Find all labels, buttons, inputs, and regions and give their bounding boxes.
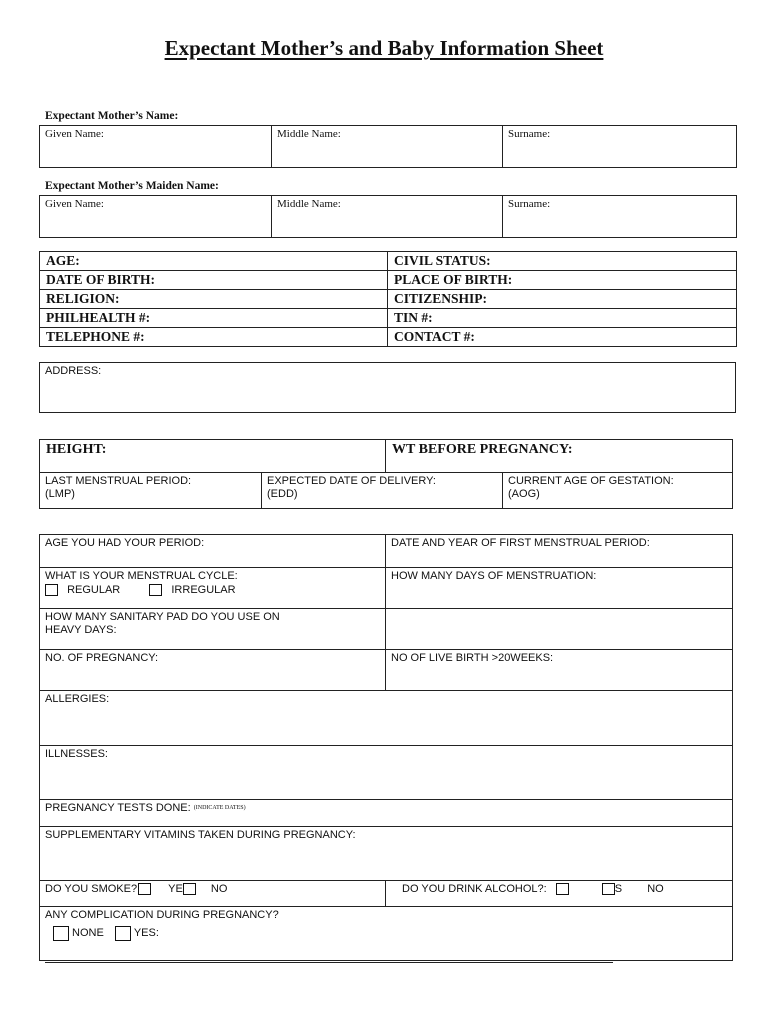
philhealth-label: PHILHEALTH #: bbox=[46, 310, 151, 325]
mother-name-table bbox=[39, 125, 737, 168]
address-table bbox=[39, 362, 736, 413]
contact-field[interactable] bbox=[388, 328, 737, 347]
no-pregnancy-label: NO. OF PREGNANCY: bbox=[45, 652, 159, 664]
civil-status-label: CIVIL STATUS: bbox=[394, 253, 491, 268]
aog-label: CURRENT AGE OF GESTATION: bbox=[508, 475, 674, 487]
smoke-no-checkbox[interactable] bbox=[183, 883, 196, 895]
religion-label: RELIGION: bbox=[46, 291, 120, 306]
alcohol-no-checkbox[interactable] bbox=[602, 883, 615, 895]
citizenship-field[interactable] bbox=[388, 290, 737, 309]
philhealth-field[interactable] bbox=[40, 309, 388, 328]
vitamins-field[interactable] bbox=[40, 827, 733, 881]
smoke-label: DO YOU SMOKE? bbox=[45, 883, 138, 895]
complication-field bbox=[40, 907, 733, 961]
given-name-label: Given Name: bbox=[45, 198, 104, 210]
contact-label: CONTACT #: bbox=[394, 329, 475, 344]
sanitary-pad-label: HOW MANY SANITARY PAD DO YOU USE ON bbox=[45, 611, 280, 623]
address-field[interactable] bbox=[40, 363, 736, 413]
menstrual-cycle-label: WHAT IS YOUR MENSTRUAL CYCLE: bbox=[45, 570, 238, 582]
maiden-given-name-field[interactable] bbox=[40, 196, 272, 238]
wt-before-pregnancy-field[interactable] bbox=[386, 440, 733, 473]
middle-name-label: Middle Name: bbox=[277, 128, 341, 140]
history-table bbox=[39, 534, 733, 961]
maiden-surname-field[interactable] bbox=[503, 196, 737, 238]
address-label: ADDRESS: bbox=[45, 365, 102, 377]
lmp-label: LAST MENSTRUAL PERIOD: bbox=[45, 475, 192, 487]
allergies-label: ALLERGIES: bbox=[45, 693, 110, 705]
age-field[interactable] bbox=[40, 252, 388, 271]
live-birth-label: NO OF LIVE BIRTH >20WEEKS: bbox=[391, 652, 554, 664]
height-field[interactable] bbox=[40, 440, 386, 473]
wt-before-label: WT BEFORE PREGNANCY: bbox=[392, 442, 573, 457]
complication-label: ANY COMPLICATION DURING PREGNANCY? bbox=[45, 909, 279, 921]
civil-status-field[interactable] bbox=[388, 252, 737, 271]
age-period-label: AGE YOU HAD YOUR PERIOD: bbox=[45, 537, 205, 549]
given-name-label: Given Name: bbox=[45, 128, 104, 140]
live-birth-field[interactable] bbox=[386, 650, 733, 691]
pob-label: PLACE OF BIRTH: bbox=[394, 272, 513, 287]
edd-field[interactable] bbox=[262, 473, 503, 509]
indicate-dates-note: (INDICATE DATES) bbox=[193, 805, 246, 811]
religion-field[interactable] bbox=[40, 290, 388, 309]
mother-surname-field[interactable] bbox=[503, 126, 737, 168]
first-period-field[interactable] bbox=[386, 535, 733, 568]
illnesses-label: ILLNESSES: bbox=[45, 748, 108, 760]
complication-yes-checkbox[interactable] bbox=[115, 926, 131, 941]
smoke-yes-label: YE bbox=[168, 883, 183, 895]
vitamins-label: SUPPLEMENTARY VITAMINS TAKEN DURING PREGNANCY: bbox=[45, 829, 356, 841]
signature-line bbox=[45, 962, 613, 963]
mother-middle-name-field[interactable] bbox=[272, 126, 503, 168]
personal-info-table bbox=[39, 251, 737, 347]
sanitary-pad-field[interactable] bbox=[40, 609, 386, 650]
mother-name-label: Expectant Mother’s Name: bbox=[45, 110, 179, 122]
edd-label: EXPECTED DATE OF DELIVERY: bbox=[267, 475, 436, 487]
regular-checkbox[interactable] bbox=[45, 584, 58, 596]
maiden-middle-name-field[interactable] bbox=[272, 196, 503, 238]
no-pregnancy-field[interactable] bbox=[40, 650, 386, 691]
pob-field[interactable] bbox=[388, 271, 737, 290]
days-menstruation-label: HOW MANY DAYS OF MENSTRUATION: bbox=[391, 570, 597, 582]
first-period-label: DATE AND YEAR OF FIRST MENSTRUAL PERIOD: bbox=[391, 537, 650, 549]
mother-given-name-field[interactable] bbox=[40, 126, 272, 168]
telephone-field[interactable] bbox=[40, 328, 388, 347]
alcohol-no-label: NO bbox=[647, 883, 664, 895]
heavy-days-label: HEAVY DAYS: bbox=[45, 624, 117, 636]
regular-label: REGULAR bbox=[67, 584, 121, 596]
irregular-label: IRREGULAR bbox=[171, 584, 236, 596]
alcohol-yes-label: S bbox=[614, 883, 623, 895]
illnesses-field[interactable] bbox=[40, 746, 733, 800]
aog-field[interactable] bbox=[503, 473, 733, 509]
none-label: NONE bbox=[72, 927, 104, 940]
telephone-label: TELEPHONE #: bbox=[46, 329, 145, 344]
days-menstruation-field[interactable] bbox=[386, 568, 733, 609]
alcohol-field bbox=[386, 881, 733, 907]
maiden-name-table bbox=[39, 195, 737, 238]
smoke-no-label: NO bbox=[210, 883, 228, 895]
citizenship-label: CITIZENSHIP: bbox=[394, 291, 488, 306]
alcohol-yes-checkbox[interactable] bbox=[556, 883, 569, 895]
measurements-table bbox=[39, 439, 733, 509]
age-label: AGE: bbox=[46, 253, 80, 268]
tin-label: TIN #: bbox=[394, 310, 433, 325]
dob-field[interactable] bbox=[40, 271, 388, 290]
surname-label: Surname: bbox=[508, 198, 551, 210]
yes-label: YES: bbox=[133, 927, 159, 940]
lmp-abbr: (LMP) bbox=[45, 488, 75, 500]
surname-label: Surname: bbox=[508, 128, 551, 140]
maiden-name-label: Expectant Mother’s Maiden Name: bbox=[45, 180, 219, 192]
pregnancy-tests-field[interactable] bbox=[40, 800, 733, 827]
smoke-yes-checkbox[interactable] bbox=[138, 883, 151, 895]
allergies-field[interactable] bbox=[40, 691, 733, 746]
lmp-field[interactable] bbox=[40, 473, 262, 509]
alcohol-label: DO YOU DRINK ALCOHOL?: bbox=[402, 883, 547, 895]
complication-none-checkbox[interactable] bbox=[53, 926, 69, 941]
menstrual-cycle-field bbox=[40, 568, 386, 609]
sanitary-pad-answer[interactable] bbox=[386, 609, 733, 650]
aog-abbr: (AOG) bbox=[508, 488, 540, 500]
dob-label: DATE OF BIRTH: bbox=[46, 272, 156, 287]
pregnancy-tests-label: PREGNANCY TESTS DONE: bbox=[45, 802, 191, 814]
tin-field[interactable] bbox=[388, 309, 737, 328]
height-label: HEIGHT: bbox=[46, 442, 107, 457]
smoke-field bbox=[40, 881, 386, 907]
irregular-checkbox[interactable] bbox=[149, 584, 162, 596]
edd-abbr: (EDD) bbox=[267, 488, 298, 500]
page-title: Expectant Mother’s and Baby Information Sheet bbox=[164, 36, 604, 60]
age-period-field[interactable] bbox=[40, 535, 386, 568]
middle-name-label: Middle Name: bbox=[277, 198, 341, 210]
